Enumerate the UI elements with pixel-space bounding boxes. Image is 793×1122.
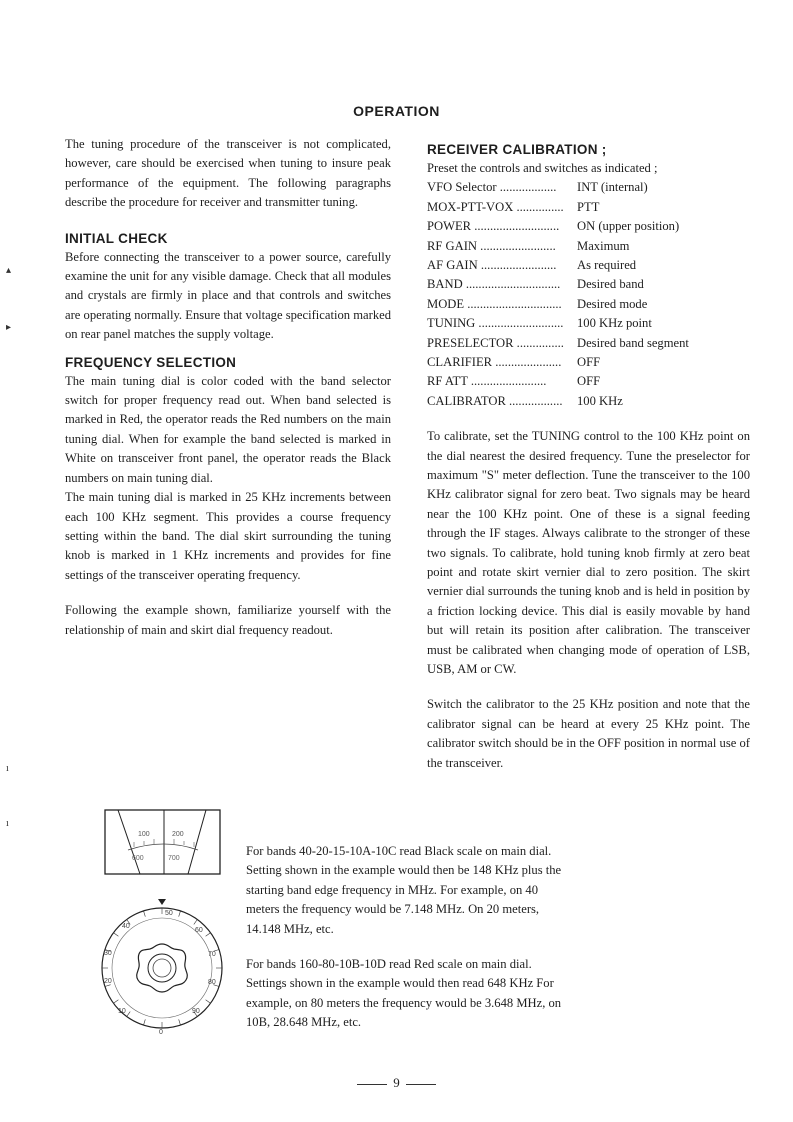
skirt-label: 80 [208,979,216,986]
setting-label: MOX-PTT-VOX ............... [427,199,564,214]
setting-value: ON (upper position) [577,219,680,234]
page-number-dash [357,1084,387,1085]
setting-value: 100 KHz point [577,316,652,331]
dial-window-edge [118,810,140,874]
page-number-value: 9 [393,1075,400,1090]
black-scale-paragraph: For bands 40-20-15-10A-10C read Black scale on main dial. Setting shown in the example would then be 148 KHz plus the starting band edge frequency in MHz. For example, on 40 meters the frequency would be 7.148 MHz. On 20 meters, 14.148 MHz, etc. [246,844,562,936]
setting-value: As required [577,257,637,272]
settings-list [427,178,750,411]
frequency-selection-heading: FREQUENCY SELECTION [65,354,237,370]
settings-item [427,178,750,197]
preset-instruction: Preset the controls and switches as indicated ; [427,161,658,175]
setting-label: PRESELECTOR ............... [427,335,564,350]
frequency-selection-paragraph: The main tuning dial is marked in 25 KHz increments between each 100 KHz segment. This provides a course frequency setting within the band. The dial skirt surrounding the tuning knob is marked in 1 KHz increments and provides for fine settings of the transceiver operating frequency. [65,490,391,582]
left-column [65,135,391,640]
main-dial-window [105,810,220,874]
setting-value: OFF [577,374,601,389]
skirt-label: 20 [104,978,112,985]
dial-label-600: 600 [132,855,144,862]
initial-check-heading: INITIAL CHECK [65,230,168,246]
dial-illustration [98,808,228,1048]
setting-label: POWER ........................... [427,219,560,234]
tuning-knob-icon [137,944,188,992]
skirt-label: 0 [159,1029,163,1036]
skirt-label: 10 [118,1008,126,1015]
page-number-dash [406,1084,436,1085]
calibration-paragraph: Switch the calibrator to the 25 KHz position and note that the calibrator signal can be heard at every 25 KHz point. The calibrator switch should be in the OFF position in normal use of the transceiver. [427,697,750,770]
setting-label: CALIBRATOR ................. [427,393,563,408]
settings-item [427,295,750,314]
settings-item [427,217,750,236]
settings-item [427,275,750,294]
right-column [427,140,750,773]
setting-label: RF ATT ........................ [427,374,547,389]
margin-mark: ı [6,763,9,774]
knob-center-ring [148,954,176,982]
setting-value: INT (internal) [577,180,648,195]
settings-item [427,237,750,256]
setting-value: Desired mode [577,296,648,311]
frequency-selection-paragraph: Following the example shown, familiarize yourself with the relationship of main and skirt dial frequency readout. [65,603,391,637]
calibration-paragraph: To calibrate, set the TUNING control to the 100 KHz point on the dial nearest the desired frequency. Tune the preselector for maximum "S" meter deflection. Tune the transceiver to the 100 KHz calibrator signal for zero beat. Two signals may be heard near the 100 KHz point. One of these is a signal feeding through the IF stages. Always calibrate to the stronger of these two signals. To calibrate, hold tuning knob firmly at zero beat point and rotate skirt vernier dial to zero position. The skirt vernier dial surrounds the tuning knob and is held in position by a friction locking device. This dial is easily movable by hand but will retain its position after calibration. The transceiver must be calibrated when changing mode of operation of LSB, USB, AM or CW. [427,429,750,676]
skirt-label: 50 [165,910,173,917]
skirt-label: 30 [104,950,112,957]
margin-mark: ı [6,818,9,829]
setting-label: MODE .............................. [427,296,562,311]
setting-value: Maximum [577,238,630,253]
skirt-label: 90 [192,1008,200,1015]
settings-item [427,372,750,391]
settings-item [427,314,750,333]
intro-paragraph: The tuning procedure of the transceiver is not complicated, however, care should be exercised when tuning to insure peak performance of the equipment. The following paragraphs describe the procedure for receiver and transmitter tuning. [65,137,391,210]
page-title: OPERATION [353,103,440,119]
settings-item [427,353,750,372]
setting-label: BAND .............................. [427,277,561,292]
receiver-calibration-heading: RECEIVER CALIBRATION ; [427,142,607,157]
knob-cap [153,959,171,977]
setting-label: CLARIFIER ..................... [427,354,562,369]
setting-value: Desired band segment [577,335,689,350]
setting-label: VFO Selector .................. [427,180,557,195]
dial-diagram [98,808,228,1048]
dial-scale-arc [128,844,198,850]
dial-window-edge [188,810,206,874]
red-scale-paragraph: For bands 160-80-10B-10D read Red scale on main dial. Settings shown in the example would then read 648 KHz For example, on 80 meters the frequency would be 3.648 MHz, on 10B, 28.648 MHz, etc. [246,957,562,1030]
setting-value: OFF [577,354,601,369]
initial-check-paragraph: Before connecting the transceiver to a power source, carefully examine the unit for any visible damage. Check that all modules and crystals are firmly in place and that controls and switches are operating normally. Ensure that voltage specification marked on rear panel matches the supply voltage. [65,249,391,342]
dial-example-text [246,842,569,1033]
skirt-label: 40 [122,923,130,930]
dial-label-100: 100 [138,831,150,838]
settings-item [427,334,750,353]
setting-value: 100 KHz [577,393,623,408]
setting-value: Desired band [577,277,644,292]
setting-label: TUNING ........................... [427,316,564,331]
margin-mark: ▴ [6,265,12,276]
setting-label: RF GAIN ........................ [427,238,556,253]
dial-label-200: 200 [172,831,184,838]
setting-label: AF GAIN ........................ [427,257,557,272]
frequency-selection-paragraph: The main tuning dial is color coded with the band selector switch for proper frequency read out. When band selected is marked in Red, the operator reads the Red numbers on the main tuning dial. When for example the band selected is marked in White on transceiver front panel, the operator reads the Black numbers on main tuning dial. [65,373,391,485]
dial-pointer-icon [158,899,166,905]
skirt-label: 60 [195,927,203,934]
settings-item [427,198,750,217]
skirt-label: 70 [208,951,216,958]
settings-item [427,392,750,411]
margin-mark: ▸ [6,322,12,333]
dial-label-700: 700 [168,855,180,862]
setting-value: PTT [577,199,600,214]
settings-item [427,256,750,275]
page-number [0,1075,793,1091]
